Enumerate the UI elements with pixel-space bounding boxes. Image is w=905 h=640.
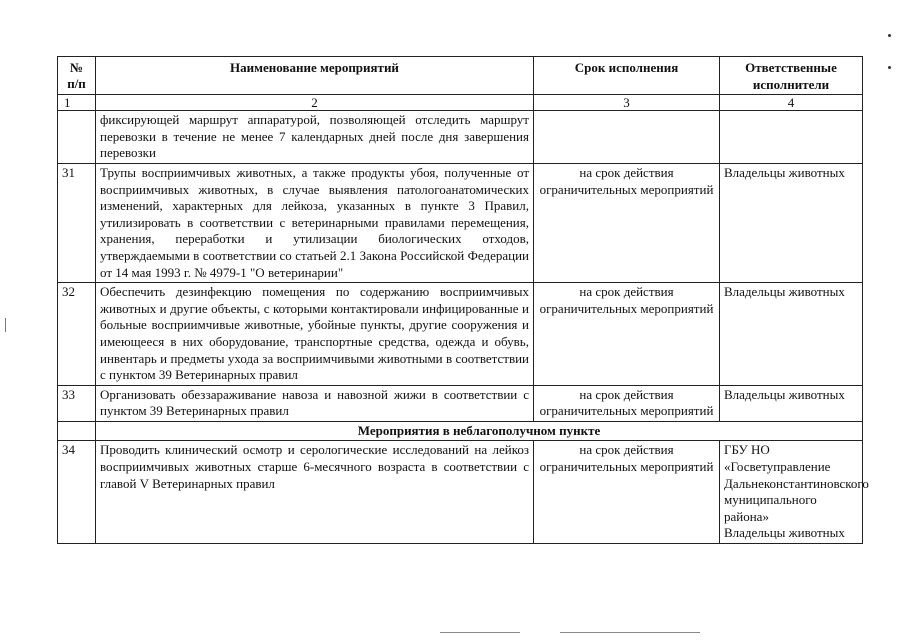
row-measure: Проводить клинический осмотр и серологические исследований на лейкоз восприимчивых животных старше 6-месячного возраста в соответствии с главой V Ветеринарных правил [96,441,534,544]
row-responsible: Владельцы животных [720,283,863,386]
row-measure: фиксирующей маршрут аппаратурой, позволяющей отследить маршрут перевозки в течение не менее 7 календарных дней после дня завершения перевозки [96,111,534,164]
row-responsible [720,441,869,544]
row-measure: Организовать обеззараживание навоза и навозной жижи в соответствии с пунктом 39 Ветеринарных правил [96,385,534,421]
column-index-1: 1 [58,95,96,111]
responsible-owners: Владельцы животных [724,525,845,541]
row-number [58,111,96,164]
header-responsible-line1: Ответственные [745,60,837,75]
column-index-row [58,95,863,111]
section-title: Мероприятия в неблагополучном пункте [96,421,863,441]
row-number: 32 [58,283,96,386]
header-number-line1: № [69,60,84,75]
scan-mark [440,632,520,633]
table-row [58,385,863,421]
responsible-org: ГБУ НО «Госветуправление Дальнеконстантиновского муниципального района» [724,442,869,524]
table-row [58,163,863,282]
table-row [58,283,863,386]
header-measure-name: Наименование мероприятий [96,57,534,95]
row-measure: Обеспечить дезинфекцию помещения по содержанию восприимчивых животных и другие объекты, с которыми контактировали инфицированные и больные восприимчивые животные, убойные пункты, другие сооружения и имеющееся в них оборудование, транспортные средства, одежда и обувь, инвентарь и предметы ухода за восприимчивыми животными в соответствии с пунктом 39 Ветеринарных правил [96,283,534,386]
row-number: 31 [58,163,96,282]
row-responsible [720,111,863,164]
section-row [58,421,863,441]
header-deadline: Срок исполнения [534,57,720,95]
table-row [58,111,863,164]
row-responsible: Владельцы животных [720,385,863,421]
column-index-3: 3 [534,95,720,111]
column-index-2: 2 [96,95,534,111]
row-responsible: Владельцы животных [720,163,863,282]
scan-mark [888,34,891,37]
measures-table [57,56,869,544]
header-number-line2: п/п [67,76,86,91]
header-responsible [720,57,863,95]
header-responsible-line2: исполнители [752,76,830,92]
row-deadline: на срок действия ограничительных мероприятий [534,283,720,386]
scan-mark [888,66,891,69]
scan-mark [560,632,700,633]
table-row [58,441,863,544]
header-number [58,57,96,95]
row-deadline: на срок действия ограничительных мероприятий [534,163,720,282]
column-index-4: 4 [720,95,863,111]
row-number: 33 [58,385,96,421]
row-measure: Трупы восприимчивых животных, а также продукты убоя, полученные от восприимчивых животных, в случае выявления патологоанатомических изменений, характерных для лейкоза, указанных в пункте 3 Правил, утилизировать в соответствии с ветеринарными правилами перемещения, хранения, переработки и утилизации биологических отходов, утверждаемыми в соответствии со статьей 2.1 Закона Российской Федерации от 14 мая 1993 г. № 4979-1 "О ветеринарии" [96,163,534,282]
section-number-cell [58,421,96,441]
row-number: 34 [58,441,96,544]
row-deadline [534,111,720,164]
scan-mark [5,318,6,332]
row-deadline: на срок действия ограничительных мероприятий [534,385,720,421]
table-header-row [58,57,863,95]
row-deadline: на срок действия ограничительных мероприятий [534,441,720,544]
